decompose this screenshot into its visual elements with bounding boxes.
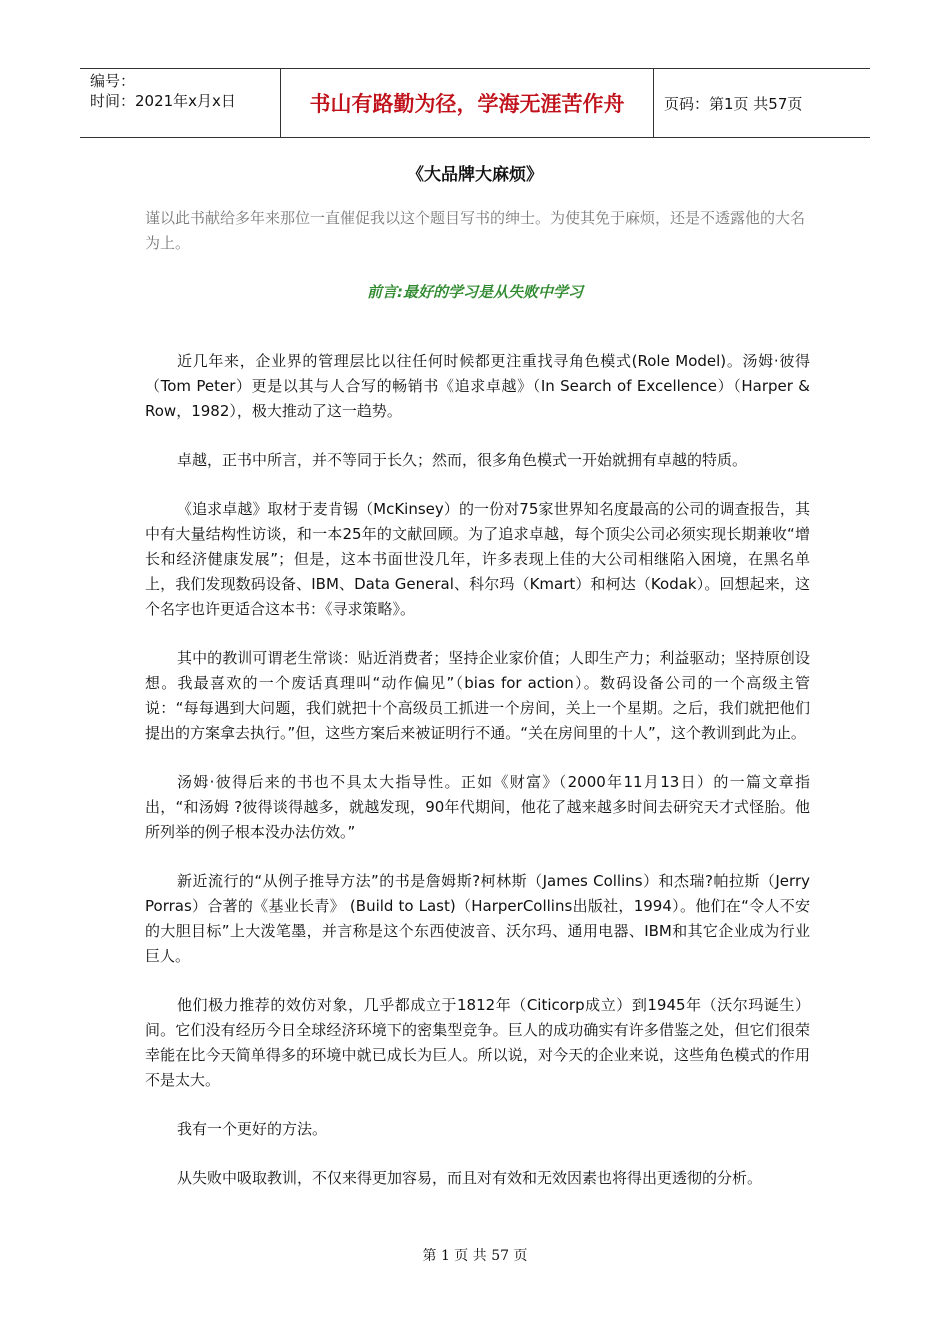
- paragraph: 近几年来，企业界的管理层比以往任何时候都更注重找寻角色模式(Role Model)。汤姆·彼得（Tom Peter）更是以其与人合写的畅销书《追求卓越》（In Search of Excellence）（Harper & Row，1982），极大推动了这一趋势。: [145, 352, 810, 420]
- document-title: 《大品牌大麻烦》: [407, 165, 543, 185]
- time-label: 时间：2021年x月x日: [90, 92, 236, 110]
- paragraph: 我有一个更好的方法。: [177, 1120, 328, 1138]
- preface-heading: 前言:最好的学习是从失败中学习: [366, 283, 583, 301]
- paragraph: 卓越，正书中所言，并不等同于长久；然而，很多角色模式一开始就拥有卓越的特质。: [177, 451, 748, 469]
- header-page-info: 页码：第1页 共57页: [664, 94, 803, 113]
- paragraph: 新近流行的“从例子推导方法”的书是詹姆斯?柯林斯（James Collins）和杰瑞?帕拉斯（Jerry Porras）合著的《基业长青》 (Build to Last)（HarperCollins出版社，1994）。他们在“令人不安的大胆目标”上大泼笔墨，并言称是这个东西使波音、沃尔玛、通用电器、IBM和其它企业成为行业巨人。: [145, 872, 810, 965]
- dedication-text: 谨以此书献给多年来那位一直催促我以这个题目写书的绅士。为使其免于麻烦，还是不透露他的大名为上。: [145, 209, 806, 252]
- page-footer: 第 1 页 共 57 页: [422, 1248, 528, 1264]
- page-header: [80, 68, 870, 138]
- header-motto: 书山有路勤为径，学海无涯苦作舟: [281, 69, 654, 137]
- header-meta: [80, 69, 281, 137]
- number-label: 编号：: [90, 72, 136, 90]
- body-text: [145, 349, 810, 1215]
- paragraph: 其中的教训可谓老生常谈：贴近消费者；坚持企业家价值；人即生产力；利益驱动；坚持原创设想。我最喜欢的一个废话真理叫“动作偏见”（bias for action）。数码设备公司的一个高级主管说：“每每遇到大问题，我们就把十个高级员工抓进一个房间，关上一个星期。之后，我们就把他们提出的方案拿去执行。”但，这些方案后来被证明行不通。“关在房间里的十人”，这个教训到此为止。: [145, 649, 810, 742]
- paragraph: 他们极力推荐的效仿对象，几乎都成立于1812年（Citicorp成立）到1945年（沃尔玛诞生）间。它们没有经历今日全球经济环境下的密集型竞争。巨人的成功确实有许多借鉴之处，但它们很荣幸能在比今天简单得多的环境中就已成长为巨人。所以说，对今天的企业来说，这些角色模式的作用不是太大。: [145, 996, 810, 1089]
- paragraph: 汤姆·彼得后来的书也不具太大指导性。正如《财富》（2000年11月13日）的一篇文章指出，“和汤姆 ?彼得谈得越多，就越发现，90年代期间，他花了越来越多时间去研究天才式怪胎。他所列举的例子根本没办法仿效。”: [145, 773, 810, 841]
- paragraph: 《追求卓越》取材于麦肯锡（McKinsey）的一份对75家世界知名度最高的公司的调查报告，其中有大量结构性访谈，和一本25年的文献回顾。为了追求卓越，每个顶尖公司必须实现长期兼收“增长和经济健康发展”；但是，这本书面世没几年，许多表现上佳的大公司相继陷入困境，在黑名单上，我们发现数码设备、IBM、Data General、科尔玛（Kmart）和柯达（Kodak）。回想起来，这个名字也许更适合这本书：《寻求策略》。: [145, 500, 810, 618]
- paragraph: 从失败中吸取教训，不仅来得更加容易，而且对有效和无效因素也将得出更透彻的分析。: [177, 1169, 763, 1187]
